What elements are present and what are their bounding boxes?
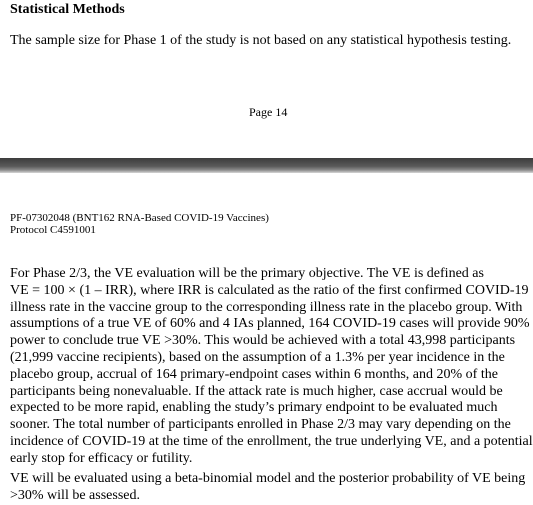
paragraph-line: sooner. The total number of participants enrolled in Phase 2/3 may vary depending on the [10, 417, 511, 433]
paragraph-line: >30% will be assessed. [10, 487, 140, 503]
paragraph-line: power to conclude true VE >30%. This would be achieved with a total 43,998 participants [10, 333, 516, 349]
paragraph-line: participants being nonevaluable. If the attack rate is much higher, case accrual would be [10, 383, 503, 399]
paragraph-line: early stop for efficacy or futility. [10, 450, 193, 466]
previous-page-section [0, 0, 533, 158]
document-header [10, 212, 269, 236]
paragraph-line: placebo group, accrual of 164 primary-endpoint cases within 6 months, and 20% of the [10, 366, 498, 382]
sample-size-statement: The sample size for Phase 1 of the study is not based on any statistical hypothesis testing. [10, 33, 512, 48]
page-number: Page 14 [249, 105, 288, 119]
paragraph-line: VE will be evaluated using a beta-binomial model and the posterior probability of VE being [10, 471, 526, 486]
paragraph-line: For Phase 2/3, the VE evaluation will be the primary objective. The VE is defined as [10, 266, 484, 281]
primary-objective-paragraph [10, 266, 533, 468]
section-heading: Statistical Methods [10, 2, 125, 17]
page-break-divider [0, 158, 533, 173]
protocol-line: Protocol C4591001 [10, 224, 96, 236]
paragraph-line: (21,999 vaccine recipients), based on the assumption of a 1.3% per year incidence in the [10, 349, 505, 365]
product-line: PF-07302048 (BNT162 RNA-Based COVID-19 Vaccines) [10, 212, 269, 224]
paragraph-line: VE = 100 × (1 – IRR), where IRR is calculated as the ratio of the first confirmed COVID-19 [10, 282, 529, 298]
paragraph-line: expected to be more rapid, enabling the study’s primary endpoint to be evaluated much [10, 400, 498, 416]
paragraph-line: assumptions of a true VE of 60% and 4 IAs planned, 164 COVID-19 cases will provide 90% [10, 316, 530, 332]
paragraph-line: incidence of COVID-19 at the time of the enrollment, the true underlying VE, and a potential [10, 433, 533, 449]
paragraph-line: illness rate in the vaccine group to the corresponding illness rate in the placebo group. With [10, 299, 523, 315]
